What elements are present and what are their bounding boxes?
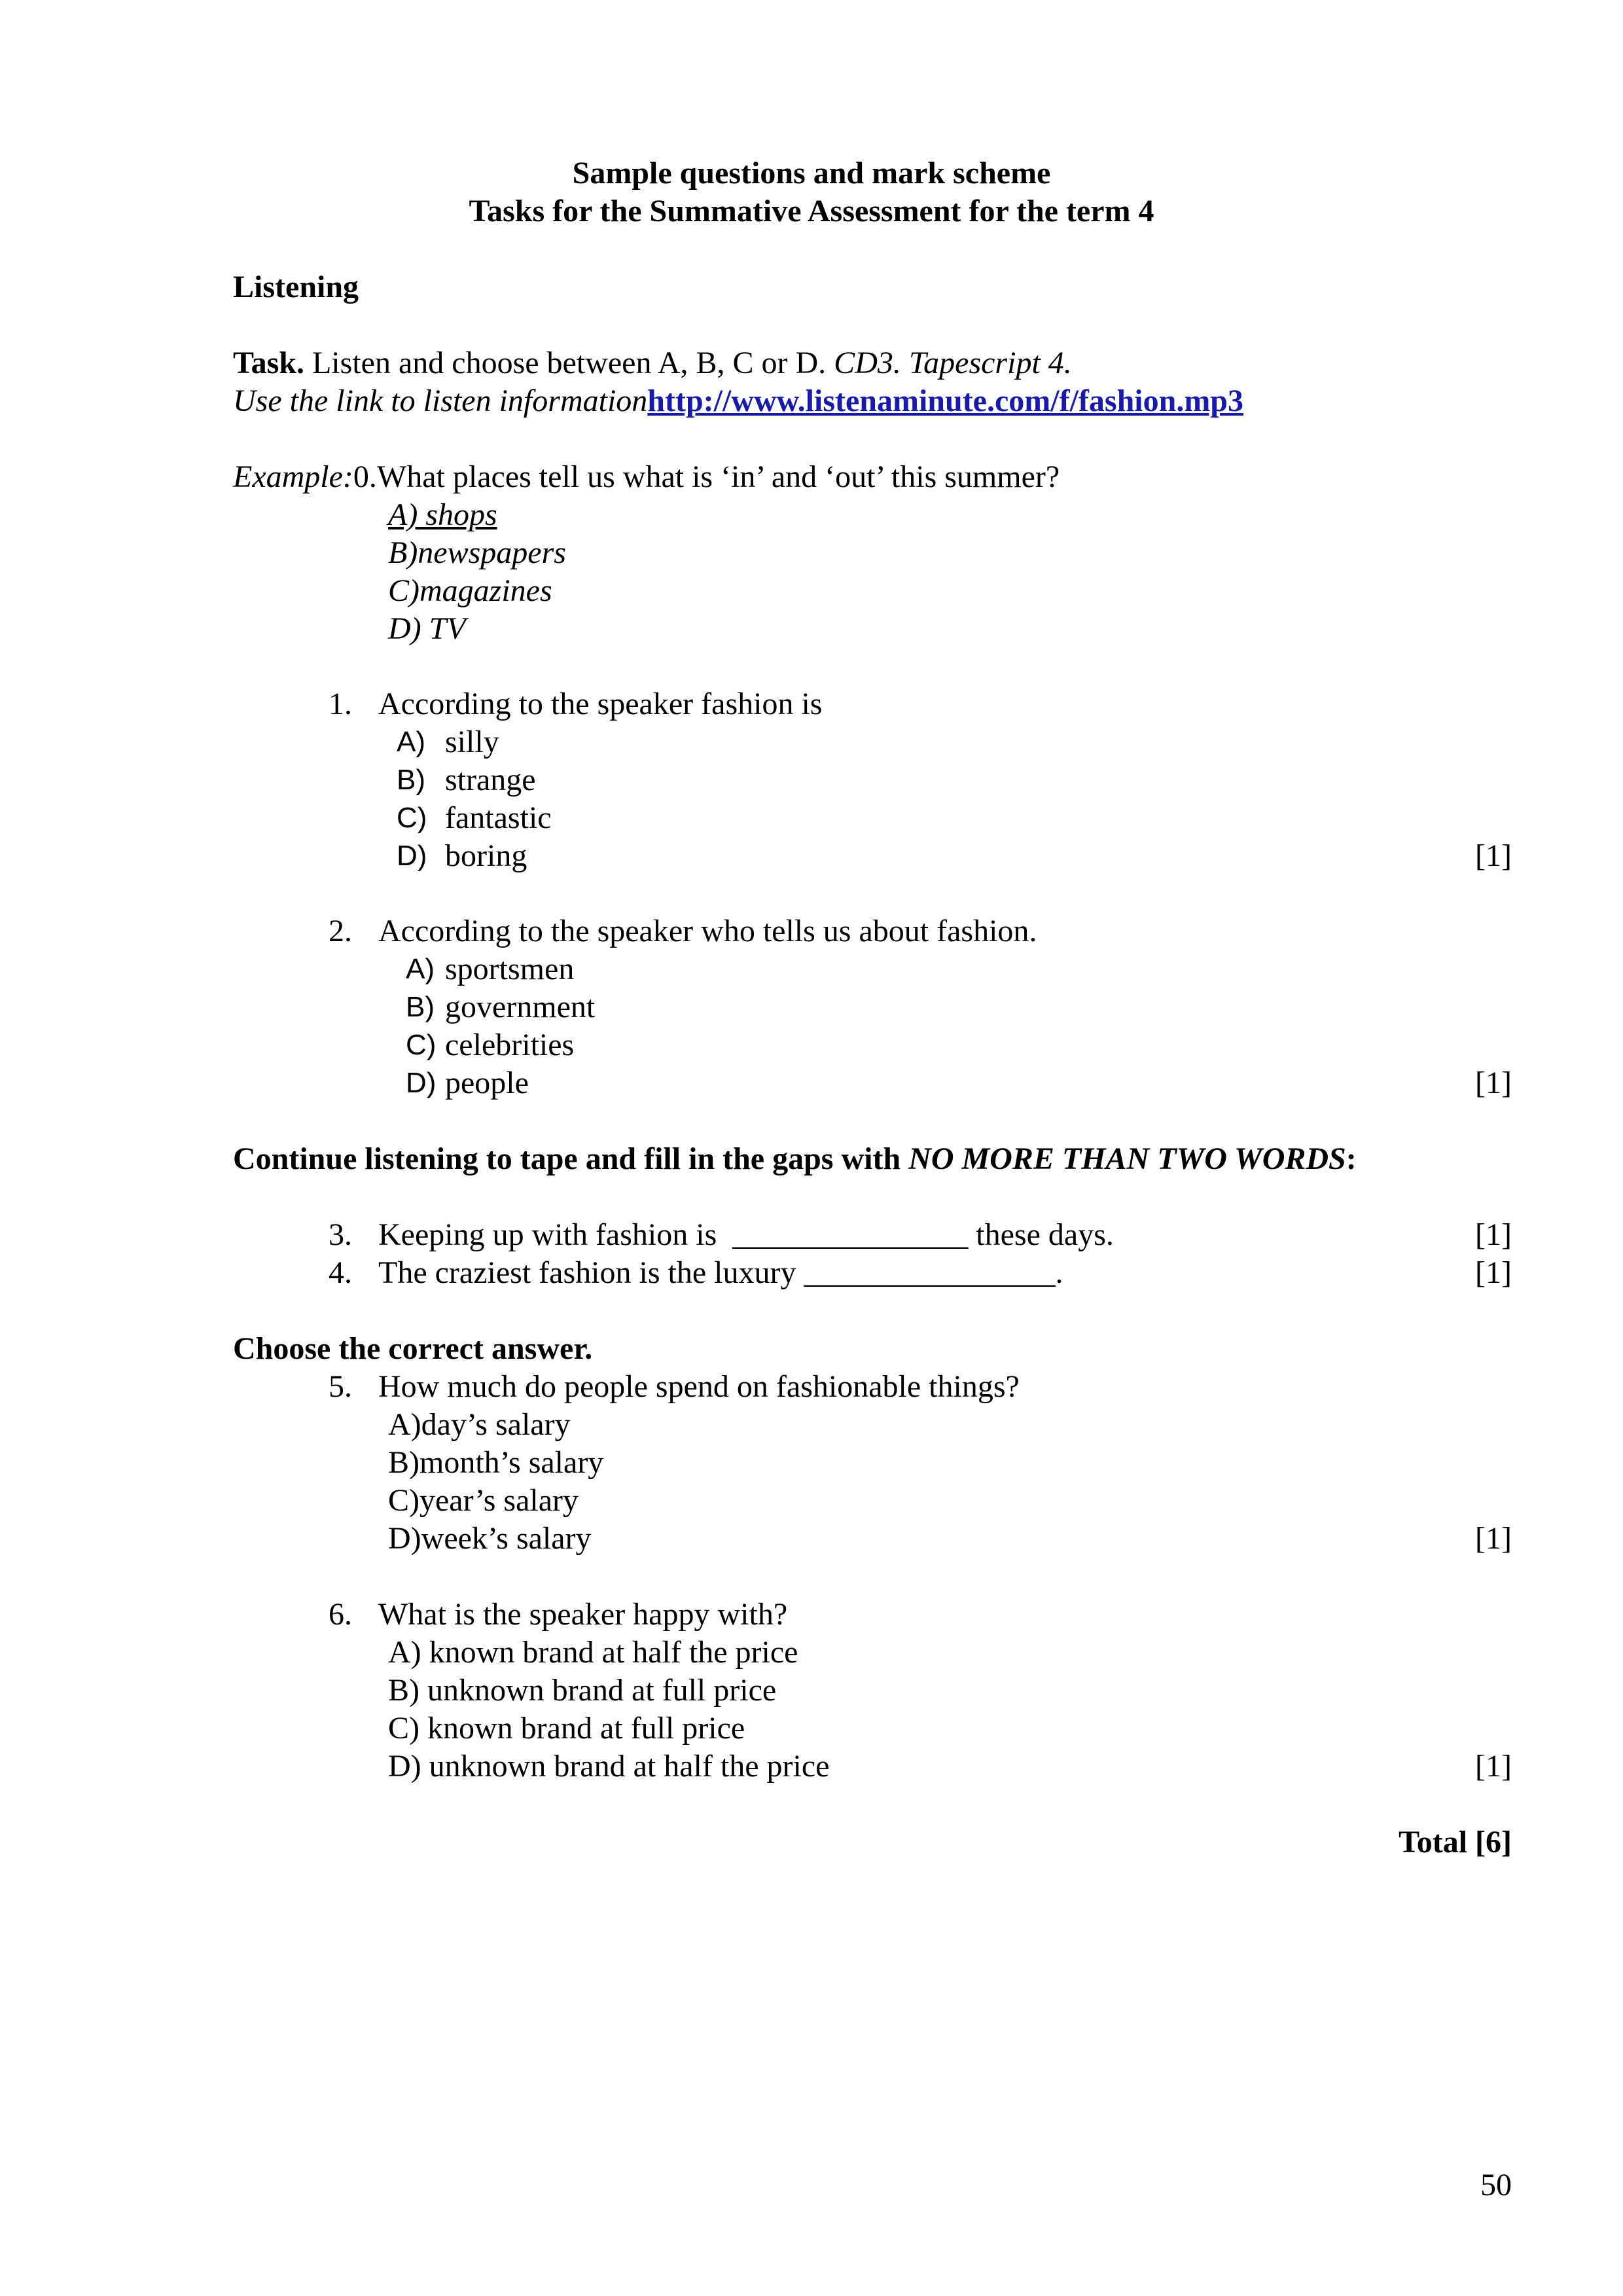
task-link-line xyxy=(233,382,1243,420)
question-number: 5. xyxy=(329,1369,352,1404)
example-text: 0.What places tell us what is ‘in’ and ‘out’ this summer? xyxy=(353,459,1060,494)
mark-value: [1] xyxy=(1475,1749,1512,1784)
section-heading: Listening xyxy=(233,270,359,304)
example-label: Example: xyxy=(233,459,353,494)
audio-link[interactable]: http://www.listenaminute.com/f/fashion.mp3 xyxy=(647,384,1243,418)
question-text: Keeping up with fashion is _______________ these days. xyxy=(378,1217,1114,1252)
mark-value: [1] xyxy=(1475,1066,1512,1100)
option-text: strange xyxy=(445,762,536,797)
option-text: sportsmen xyxy=(445,952,575,986)
question-text: According to the speaker fashion is xyxy=(378,687,823,721)
option-text: C)year’s salary xyxy=(388,1483,579,1518)
question-number: 3. xyxy=(329,1217,352,1252)
question-text: The craziest fashion is the luxury ________________. xyxy=(378,1255,1063,1290)
option-text: silly xyxy=(445,725,499,759)
example-option: C)magazines xyxy=(388,573,552,608)
question-number: 6. xyxy=(329,1597,352,1632)
question-text: How much do people spend on fashionable things? xyxy=(378,1369,1020,1404)
option-text: celebrities xyxy=(445,1028,575,1062)
question-number: 1. xyxy=(329,687,352,721)
option-letter: B) xyxy=(406,991,435,1023)
option-text: B)month’s salary xyxy=(388,1445,604,1480)
choose-instruction: Choose the correct answer. xyxy=(233,1331,593,1366)
option-text: B) unknown brand at full price xyxy=(388,1673,777,1708)
gap-fill-tail: : xyxy=(1346,1141,1357,1176)
option-text: D)week’s salary xyxy=(388,1521,592,1556)
option-text: A) known brand at half the price xyxy=(388,1635,798,1670)
total-marks: Total [6] xyxy=(1399,1825,1512,1859)
mark-value: [1] xyxy=(1475,1521,1512,1556)
document-title: Sample questions and mark scheme xyxy=(572,156,1051,190)
question-text: What is the speaker happy with? xyxy=(378,1597,788,1632)
option-text: people xyxy=(445,1066,529,1100)
option-letter: D) xyxy=(406,1067,437,1099)
example-option: B)newspapers xyxy=(388,535,566,570)
option-letter: C) xyxy=(406,1029,437,1061)
task-source: CD3. Tapescript 4. xyxy=(834,346,1072,380)
option-text: boring xyxy=(445,838,527,873)
example-question xyxy=(233,458,1060,496)
option-letter: A) xyxy=(406,953,435,985)
example-option: D) TV xyxy=(388,611,466,646)
option-letter: B) xyxy=(397,764,425,796)
mark-value: [1] xyxy=(1475,1255,1512,1290)
option-letter: A) xyxy=(397,726,425,758)
option-letter: C) xyxy=(397,802,427,834)
question-text: According to the speaker who tells us about fashion. xyxy=(378,914,1037,948)
option-text: A)day’s salary xyxy=(388,1407,571,1442)
task-text: Listen and choose between A, B, C or D. xyxy=(304,346,834,380)
option-text: D) unknown brand at half the price xyxy=(388,1749,830,1784)
page-number: 50 xyxy=(1480,2168,1512,2202)
question-number: 4. xyxy=(329,1255,352,1290)
document-subtitle: Tasks for the Summative Assessment for the term 4 xyxy=(469,194,1154,228)
example-option: A) shops xyxy=(388,497,497,532)
question-number: 2. xyxy=(329,914,352,948)
task-label: Task. xyxy=(233,346,304,380)
option-letter: D) xyxy=(397,840,427,872)
task-link-intro: Use the link to listen information xyxy=(233,384,648,418)
option-text: fantastic xyxy=(445,800,552,835)
gap-fill-instruction xyxy=(233,1140,1357,1178)
gap-fill-text: Continue listening to tape and fill in the gaps with xyxy=(233,1141,909,1176)
mark-value: [1] xyxy=(1475,1217,1512,1252)
gap-fill-emphasis: NO MORE THAN TWO WORDS xyxy=(908,1141,1346,1176)
option-text: C) known brand at full price xyxy=(388,1711,745,1746)
option-text: government xyxy=(445,990,596,1024)
task-instruction xyxy=(233,344,1072,382)
mark-value: [1] xyxy=(1475,838,1512,873)
